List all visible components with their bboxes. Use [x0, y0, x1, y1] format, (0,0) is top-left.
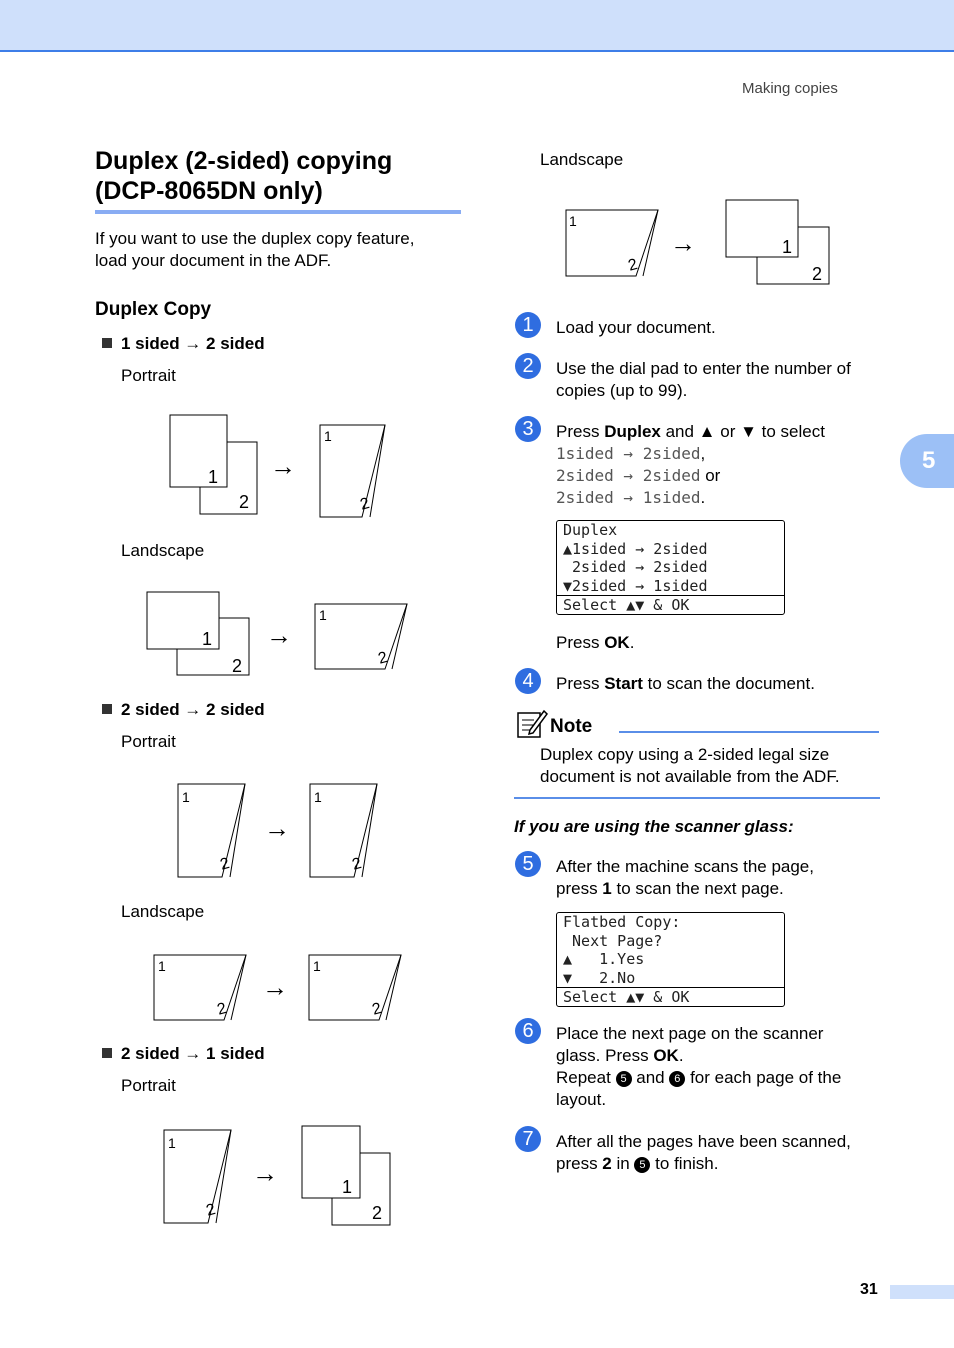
- svg-text:1: 1: [313, 958, 321, 974]
- svg-text:2: 2: [358, 494, 372, 514]
- orientation-label: Portrait: [121, 366, 176, 385]
- orientation-label: Portrait: [121, 732, 176, 751]
- top-band: [0, 0, 954, 52]
- lcd-line: ▼ 2.No: [563, 968, 636, 987]
- step-ref-icon: 5: [634, 1157, 650, 1173]
- title-underline: [95, 210, 461, 214]
- intro-line1: If you want to use the duplex copy feature,: [95, 229, 415, 248]
- step-text: [556, 1131, 851, 1175]
- step-number: 3: [515, 416, 541, 442]
- svg-text:1: 1: [324, 428, 332, 444]
- step-line: 1sided → 2sided,: [556, 444, 706, 463]
- step-ref-icon: 6: [669, 1071, 685, 1087]
- svg-text:2: 2: [626, 255, 640, 275]
- note-text: [540, 744, 840, 788]
- page-title: [95, 146, 465, 206]
- step-line: After all the pages have been scanned,: [556, 1132, 851, 1151]
- note-pencil-icon: [516, 708, 548, 740]
- note-line: document is not available from the ADF.: [540, 767, 840, 786]
- page-num-1: 1: [208, 467, 219, 487]
- svg-text:2: 2: [370, 999, 384, 1019]
- step-text: [556, 856, 814, 900]
- step-ref-icon: 5: [616, 1071, 632, 1087]
- orientation-label: Portrait: [121, 1076, 176, 1095]
- step-line: Use the dial pad to enter the number of: [556, 359, 851, 378]
- arrow-icon: →: [270, 451, 296, 481]
- page-title-line1: Duplex (2-sided) copying: [95, 147, 393, 175]
- diagram-1to2-landscape: [140, 585, 420, 685]
- step-text: Load your document.: [556, 318, 716, 337]
- page-title-line2: (DCP-8065DN only): [95, 177, 323, 205]
- lcd-line: ▲1sided → 2sided: [563, 539, 708, 558]
- bullet-square: [102, 1048, 112, 1058]
- lcd-display: [556, 520, 785, 615]
- mode-label: 2 sided → 1 sided: [121, 1044, 265, 1063]
- orientation-label: Landscape: [121, 902, 205, 921]
- step-text: [556, 358, 851, 402]
- footer-band: [890, 1285, 954, 1299]
- arrow-icon: →: [264, 813, 290, 843]
- mode-label: 2 sided → 2 sided: [121, 700, 265, 719]
- intro-paragraph: [95, 228, 414, 272]
- note-rule: [514, 797, 880, 799]
- page-curl: [315, 604, 407, 669]
- step-line: After the machine scans the page,: [556, 857, 814, 876]
- step-line: copies (up to 99).: [556, 381, 688, 400]
- svg-text:2: 2: [350, 854, 364, 874]
- step-line: 2sided → 2sided or: [556, 466, 721, 485]
- svg-text:1: 1: [782, 237, 793, 257]
- svg-text:1: 1: [202, 629, 213, 649]
- bullet-square: [102, 338, 112, 348]
- lcd-line: Next Page?: [563, 931, 663, 950]
- step-number: 5: [515, 851, 541, 877]
- step-line: layout.: [556, 1090, 607, 1109]
- page-curl: [309, 955, 401, 1020]
- diagram-2to2-portrait: [170, 775, 400, 885]
- svg-text:2: 2: [812, 264, 823, 284]
- step-line: glass. Press OK.: [556, 1046, 684, 1065]
- arrow-icon: →: [266, 620, 292, 650]
- press-ok-text: Press OK.: [556, 633, 635, 652]
- diagram-2to1-landscape: [560, 195, 840, 295]
- step-line: 2sided → 1sided.: [556, 488, 706, 507]
- step-number: 6: [515, 1018, 541, 1044]
- step-text: Press Start to scan the document.: [556, 674, 815, 693]
- page-curl: [566, 210, 658, 276]
- note-rule: [619, 731, 879, 733]
- arrow-icon: →: [670, 228, 696, 258]
- note-line: Duplex copy using a 2-sided legal size: [540, 745, 830, 764]
- page-curl: [154, 955, 246, 1020]
- lcd-line: 2sided → 2sided: [563, 558, 708, 576]
- svg-text:1: 1: [319, 607, 327, 623]
- intro-line2: load your document in the ADF.: [95, 251, 332, 270]
- lcd-display: [556, 912, 785, 1007]
- scanner-glass-heading: If you are using the scanner glass:: [514, 817, 794, 836]
- step-line: press 1 to scan the next page.: [556, 879, 784, 898]
- arrow-icon: →: [252, 1158, 278, 1188]
- diagram-2to1-portrait: [156, 1118, 406, 1234]
- orientation-label: Landscape: [540, 150, 624, 169]
- arrow-icon: →: [262, 972, 288, 1002]
- svg-text:1: 1: [168, 1135, 176, 1151]
- svg-text:2: 2: [218, 854, 232, 874]
- page-front: [170, 415, 227, 487]
- lcd-footer: Select ▲▼ & OK: [557, 595, 784, 615]
- lcd-line: ▲ 1.Yes: [563, 950, 645, 968]
- step-text: [556, 421, 886, 509]
- bullet-square: [102, 704, 112, 714]
- step-line: Repeat 5 and 6 for each page of the: [556, 1068, 842, 1087]
- step-line: Press Duplex and ▲ or ▼ to select: [556, 422, 825, 441]
- svg-text:1: 1: [314, 789, 322, 805]
- svg-text:1: 1: [182, 789, 190, 805]
- step-number: 1: [515, 312, 541, 338]
- lcd-line: ▼2sided → 1sided: [563, 576, 708, 595]
- mode-label: 1 sided → 2 sided: [121, 334, 265, 353]
- lcd-footer: Select ▲▼ & OK: [557, 987, 784, 1007]
- chapter-tab: 5: [900, 434, 954, 488]
- svg-text:2: 2: [376, 648, 390, 668]
- lcd-line: Flatbed Copy:: [563, 913, 681, 931]
- step-line: press 2 in 5 to finish.: [556, 1154, 719, 1173]
- step-number: 4: [515, 668, 541, 694]
- step-line: Place the next page on the scanner: [556, 1024, 824, 1043]
- note-title: Note: [550, 716, 593, 737]
- lcd-line: Duplex: [563, 521, 618, 539]
- svg-text:2: 2: [215, 999, 229, 1019]
- svg-text:2: 2: [232, 656, 243, 676]
- svg-text:2: 2: [204, 1200, 218, 1220]
- svg-text:1: 1: [569, 213, 577, 229]
- page-number: 31: [860, 1281, 878, 1298]
- page-num-2: 2: [239, 492, 250, 512]
- orientation-label: Landscape: [121, 541, 205, 560]
- step-number: 2: [515, 353, 541, 379]
- svg-text:1: 1: [342, 1177, 353, 1197]
- step-text: [556, 1023, 841, 1111]
- duplex-copy-heading: Duplex Copy: [95, 299, 212, 320]
- running-header: Making copies: [742, 80, 838, 97]
- svg-text:1: 1: [158, 958, 166, 974]
- diagram-2to2-landscape: [148, 948, 408, 1028]
- diagram-1to2-portrait: [160, 405, 400, 525]
- svg-text:2: 2: [372, 1203, 383, 1223]
- step-number: 7: [515, 1126, 541, 1152]
